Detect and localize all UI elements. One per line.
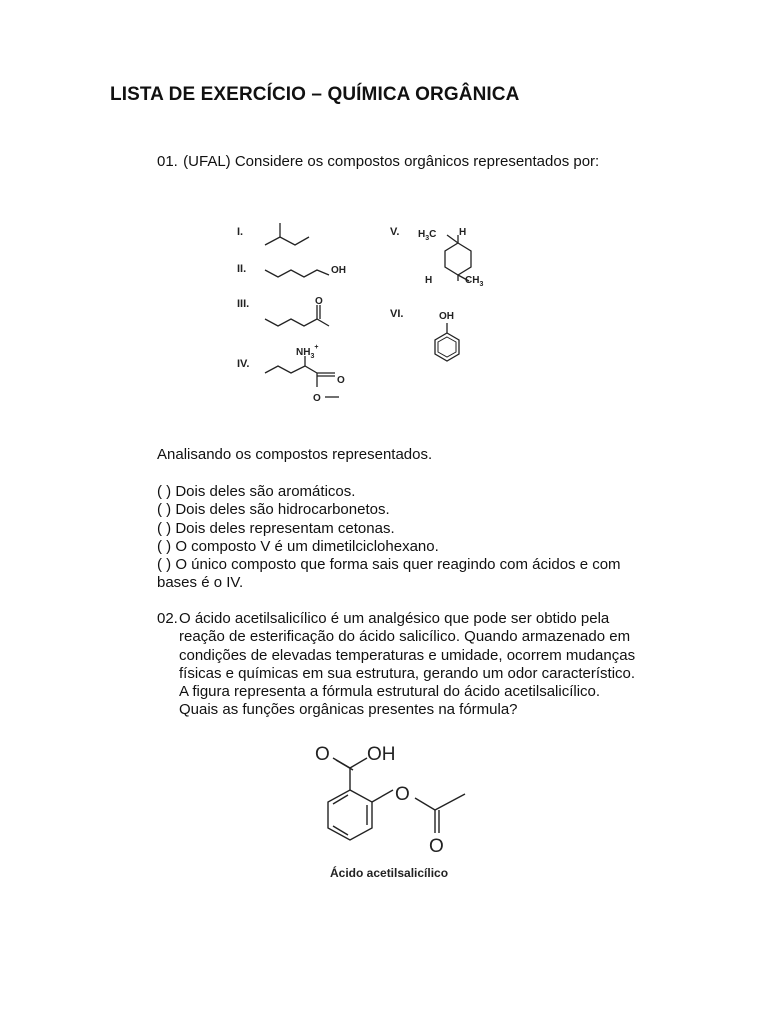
group-h-top: H [459, 227, 467, 238]
options-list [157, 483, 621, 593]
question-line: O ácido acetilsalicílico é um analgésico que pode ser obtido pela [179, 610, 610, 627]
group-oh: OH [367, 744, 396, 765]
compound-iii-structure [265, 319, 329, 326]
label-ii: II. [237, 263, 247, 275]
compound-i-structure [265, 237, 309, 245]
group-oh-ii: OH [331, 265, 346, 276]
group-o-iv: O [337, 375, 345, 386]
question-line: reação de esterificação do ácido salicílico. Quando armazenado em [179, 628, 631, 646]
atom-o-left: O [315, 744, 330, 765]
option-item: bases é o IV. [157, 574, 244, 592]
group-oh-vi: OH [439, 311, 454, 322]
question-2 [157, 610, 677, 720]
label-vi: VI. [390, 308, 404, 320]
option-item: ( ) Dois deles são aromáticos. [157, 483, 356, 500]
question-text [179, 610, 677, 720]
label-v: V. [390, 226, 400, 238]
question-line: A figura representa a fórmula estrutural do ácido acetilsalicílico. [179, 683, 601, 701]
group-o-iv-2: O [313, 393, 321, 404]
option-item: ( ) Dois deles são hidrocarbonetos. [157, 501, 390, 519]
benzene-ring [328, 790, 372, 840]
question-1-prompt [157, 153, 599, 170]
question-line: Quais as funções orgânicas presentes na fórmula? [179, 701, 518, 719]
atom-o-carbonyl: O [429, 836, 444, 857]
analysis-text: Analisando os compostos representados. [157, 446, 433, 463]
question-line: físicas e químicas em sua estrutura, gerando um odor característico. [179, 664, 636, 682]
compounds-figure [225, 215, 515, 415]
group-ch3: $CH_3$ [465, 275, 484, 288]
figure-caption: Ácido acetilsalicílico [330, 866, 449, 880]
group-h3c: $H_3C$ [418, 229, 437, 242]
compound-ii-structure [265, 270, 329, 277]
group-h-bottom: H [425, 275, 433, 286]
option-item: ( ) O composto V é um dimetilciclohexano. [157, 537, 439, 555]
label-iv: IV. [237, 358, 250, 370]
option-item: ( ) O único composto que forma sais quer reagindo com ácidos e com [157, 556, 621, 574]
compound-iv-structure [265, 366, 317, 373]
atom-o-ester: O [395, 784, 410, 805]
compound-v-structure [445, 243, 471, 275]
question-number: 02. [157, 610, 178, 627]
question-number: 01. [157, 153, 178, 170]
label-iii: III. [237, 298, 250, 310]
page-title: LISTA DE EXERCÍCIO – QUÍMICA ORGÂNICA [110, 84, 520, 105]
label-i: I. [237, 226, 244, 238]
question-text: (UFAL) Considere os compostos orgânicos representados por: [183, 153, 600, 170]
aspirin-figure [305, 738, 485, 888]
group-o-iii: O [315, 296, 323, 307]
group-nh3: $NH_3^+$ [296, 344, 319, 360]
option-item: ( ) Dois deles representam cetonas. [157, 519, 395, 537]
question-line: condições de elevadas temperaturas e umidade, ocorrem mudanças [179, 646, 636, 664]
